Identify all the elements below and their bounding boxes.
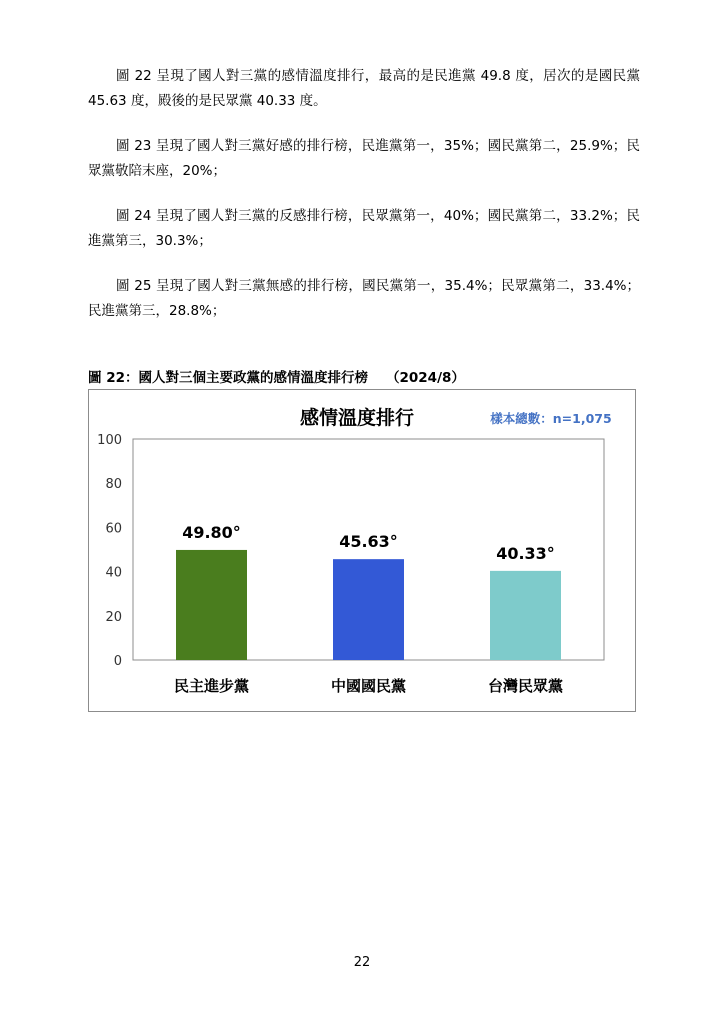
y-tick-label: 80 xyxy=(105,477,122,493)
chart-frame xyxy=(88,389,636,712)
bar-chart xyxy=(89,390,637,713)
bar-value-label: 49.80° xyxy=(182,522,241,542)
x-category-label: 民主進步黨 xyxy=(173,677,250,695)
figure-caption xyxy=(88,366,465,386)
figure-caption-date: （2024/8） xyxy=(386,370,465,386)
y-tick-label: 20 xyxy=(105,609,122,625)
figure-caption-title: 圖 22：國人對三個主要政黨的感情溫度排行榜 xyxy=(88,370,368,386)
bar-1 xyxy=(176,550,247,660)
y-tick-label: 40 xyxy=(105,565,122,581)
paragraph-figure-25: 圖 25 呈現了國人對三黨無感的排行榜，國民黨第一，35.4%；民眾黨第二，33.4%；民進黨第三，28.8%； xyxy=(88,278,640,319)
paragraph-figure-22: 圖 22 呈現了國人對三黨的感情溫度排行，最高的是民進黨 49.8 度，居次的是國民黨 45.63 度，殿後的是民眾黨 40.33 度。 xyxy=(88,68,640,109)
y-tick-label: 0 xyxy=(113,654,122,669)
bar-value-label: 40.33° xyxy=(496,543,555,563)
x-category-label: 台灣民眾黨 xyxy=(487,677,564,695)
chart-title: 感情溫度排行 xyxy=(299,407,415,429)
paragraph-figure-24: 圖 24 呈現了國人對三黨的反感排行榜，民眾黨第一，40%；國民黨第二，33.2%；民進黨第三，30.3%； xyxy=(88,208,640,249)
page-number: 22 xyxy=(353,955,371,970)
bar-2 xyxy=(333,559,404,660)
x-category-label: 中國國民黨 xyxy=(330,677,407,695)
y-tick-label: 100 xyxy=(97,433,122,448)
paragraph-figure-23: 圖 23 呈現了國人對三黨好感的排行榜，民進黨第一，35%；國民黨第二，25.9%；民眾黨敬陪末座，20%； xyxy=(88,138,640,179)
bar-3 xyxy=(490,571,561,660)
bar-value-label: 45.63° xyxy=(339,532,398,552)
sample-size-note: 樣本總數：n=1,075 xyxy=(490,411,612,426)
y-tick-label: 60 xyxy=(105,521,122,537)
